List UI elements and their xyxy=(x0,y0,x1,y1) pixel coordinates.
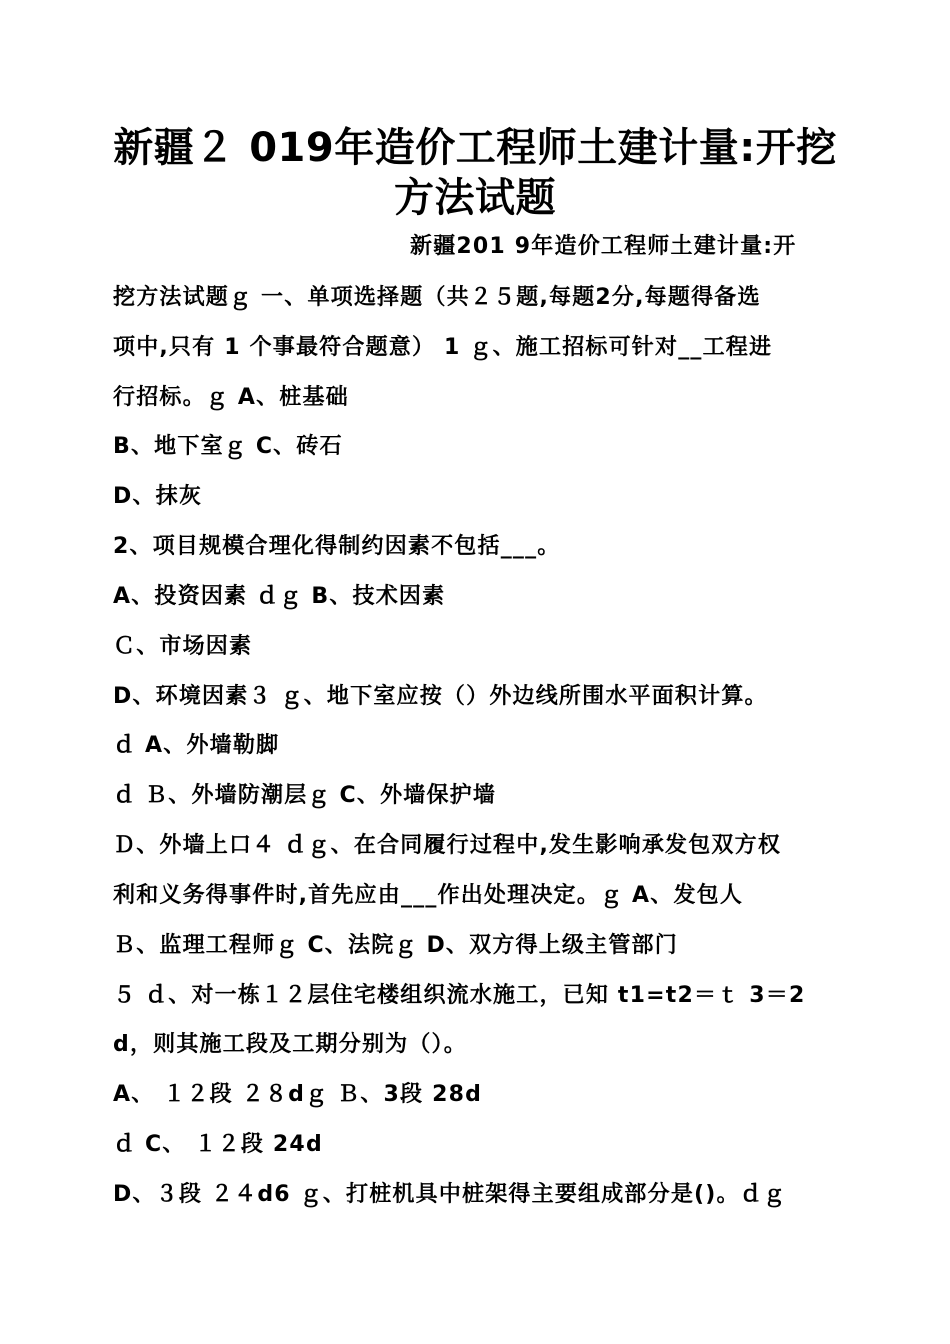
body-line: 行招标。ｇ A、桩基础 xyxy=(113,385,349,410)
body-line: 挖方法试题ｇ 一、单项选择题（共２５题,每题2分,每题得备选 xyxy=(113,285,761,310)
body-line: Ｄ、外墙上口４ ｄｇ、在合同履行过程中,发生影响承发包双方权 xyxy=(113,833,782,858)
body-line: ｄ A、外墙勒脚 xyxy=(113,733,280,758)
body-line: 新疆201 9年造价工程师土建计量:开 xyxy=(410,234,797,259)
body-line: B、地下室ｇ C、砖石 xyxy=(113,434,343,459)
body-line: D、３段 ２４d6 ｇ、打桩机具中桩架得主要组成部分是()。ｄｇ xyxy=(113,1182,787,1207)
document-title-line-1: 新疆２ 019年造价工程师土建计量:开挖 xyxy=(113,125,837,171)
body-line: 项中,只有 1 个事最符合题意） 1 ｇ、施工招标可针对__工程进 xyxy=(113,335,773,360)
body-line: 2、项目规模合理化得制约因素不包括___。 xyxy=(113,534,561,559)
body-line: Ｂ、监理工程师ｇ C、法院ｇ D、双方得上级主管部门 xyxy=(113,933,678,958)
body-line: D、环境因素３ ｇ、地下室应按（）外边线所围水平面积计算。 xyxy=(113,684,768,709)
document-title-line-2: 方法试题 xyxy=(394,175,556,221)
body-line: Ｃ、市场因素 xyxy=(113,634,253,659)
body-line: ｄ Ｂ、外墙防潮层ｇ C、外墙保护墙 xyxy=(113,783,497,808)
body-line: d，则其施工段及工期分别为（）。 xyxy=(113,1032,467,1057)
body-line: A、 １２段 ２８dｇ Ｂ、3段 28d xyxy=(113,1082,483,1107)
body-line: ｄ C、 １２段 24d xyxy=(113,1132,323,1157)
body-line: ５ ｄ、对一栋１２层住宅楼组织流水施工，已知 t1=t2＝ｔ 3＝2 xyxy=(113,983,806,1008)
body-line: 利和义务得事件时,首先应由___作出处理决定。ｇ A、发包人 xyxy=(113,883,744,908)
body-line: D、抹灰 xyxy=(113,484,203,509)
body-line: A、投资因素 ｄｇ B、技术因素 xyxy=(113,584,446,609)
